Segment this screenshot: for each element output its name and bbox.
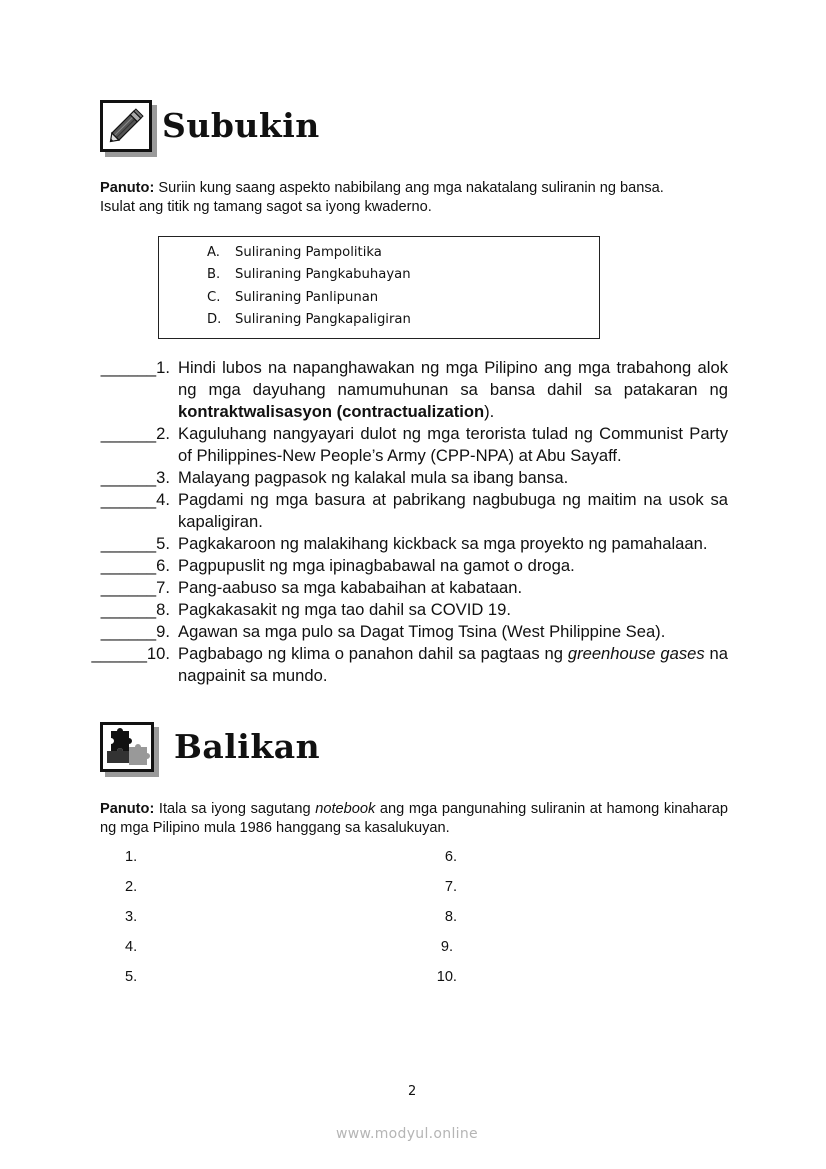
choices-box bbox=[158, 236, 600, 339]
question-list bbox=[87, 357, 728, 687]
subukin-title: Subukin bbox=[162, 106, 320, 145]
answer-list-right bbox=[433, 849, 457, 999]
choice-a: A. Suliraning Pampolitika bbox=[207, 245, 382, 260]
answer-number: 1. bbox=[125, 849, 138, 865]
subukin-instructions: Panuto: Suriin kung saang aspekto nabibilang ang mga nakatalang suliranin ng bansa. Isulat ang titik ng tamang sagot sa iyong kwaderno. bbox=[100, 180, 664, 215]
panuto-label: Panuto: bbox=[100, 801, 155, 817]
answer-blank[interactable]: ______1. bbox=[100, 358, 170, 377]
subukin-icon-box bbox=[100, 100, 152, 152]
puzzle-icon bbox=[103, 725, 151, 769]
balikan-instructions: Panuto: Itala sa iyong sagutang notebook ang mga pangunahing suliranin at hamong kinaharap ng mga Pilipino mula 1986 hanggang sa kasalukuyan. bbox=[100, 801, 728, 836]
answer-number: 8. bbox=[444, 909, 457, 925]
choice-c: C. Suliraning Panlipunan bbox=[207, 289, 379, 305]
answer-blank[interactable]: ______8. bbox=[100, 600, 170, 619]
pencil-icon bbox=[103, 103, 149, 149]
panuto-label: Panuto: bbox=[100, 180, 155, 196]
answer-number: 5. bbox=[125, 969, 138, 985]
question-item: ______7. Pang-aabuso sa mga kababaihan at kabataan. bbox=[87, 577, 728, 599]
answer-blank[interactable]: ______10. bbox=[91, 644, 170, 663]
answer-number: 9. bbox=[440, 939, 453, 955]
answer-number: 4. bbox=[125, 939, 138, 955]
answer-blank[interactable]: ______6. bbox=[100, 556, 170, 575]
question-item: ______2. Kaguluhang nangyayari dulot ng mga terorista tulad ng Communist Party of Philippines-New People’s Army (CPP-NPA) at Abu Sayaff. bbox=[87, 423, 728, 467]
question-item: ______8. Pagkakasakit ng mga tao dahil sa COVID 19. bbox=[87, 599, 728, 621]
answer-blank[interactable]: ______3. bbox=[100, 468, 170, 487]
answer-blank[interactable]: ______7. bbox=[100, 578, 170, 597]
choice-b: B. Suliraning Pangkabuhayan bbox=[207, 267, 411, 283]
answer-number: 10. bbox=[436, 969, 457, 985]
question-item: ______10. Pagbabago ng klima o panahon dahil sa pagtaas ng greenhouse gases na nagpainit sa mundo. bbox=[87, 643, 728, 687]
question-item: ______5. Pagkakaroon ng malakihang kickback sa mga proyekto ng pamahalaan. bbox=[87, 533, 728, 555]
question-item: ______1. Hindi lubos na napanghawakan ng mga Pilipino ang mga trabahong alok ng mga dayuhang namumuhunan sa bansa dahil sa patakaran ng kontraktwalisasyon (contractualization). bbox=[87, 357, 728, 423]
answer-number: 6. bbox=[444, 849, 457, 865]
answer-number: 3. bbox=[125, 909, 138, 925]
answer-blank[interactable]: ______2. bbox=[100, 424, 170, 443]
answer-blank[interactable]: ______5. bbox=[100, 534, 170, 553]
question-item: ______6. Pagpupuslit ng mga ipinagbabawal na gamot o droga. bbox=[87, 555, 728, 577]
balikan-icon-box bbox=[100, 722, 154, 772]
answer-number: 2. bbox=[125, 879, 138, 895]
question-item: ______9. Agawan sa mga pulo sa Dagat Timog Tsina (West Philippine Sea). bbox=[87, 621, 728, 643]
answer-list-left bbox=[125, 849, 137, 999]
balikan-title: Balikan bbox=[174, 727, 321, 766]
answer-blank[interactable]: ______4. bbox=[100, 490, 170, 509]
choice-d: D. Suliraning Pangkapaligiran bbox=[207, 312, 411, 328]
footer-watermark: www.modyul.online bbox=[336, 1126, 478, 1142]
question-item: ______3. Malayang pagpasok ng kalakal mula sa ibang bansa. bbox=[87, 467, 728, 489]
page-number: 2 bbox=[408, 1084, 417, 1099]
answer-blank[interactable]: ______9. bbox=[100, 622, 170, 641]
answer-number: 7. bbox=[444, 879, 457, 895]
question-item: ______4. Pagdami ng mga basura at pabrikang nagbubuga ng maitim na usok sa kapaligiran. bbox=[87, 489, 728, 533]
